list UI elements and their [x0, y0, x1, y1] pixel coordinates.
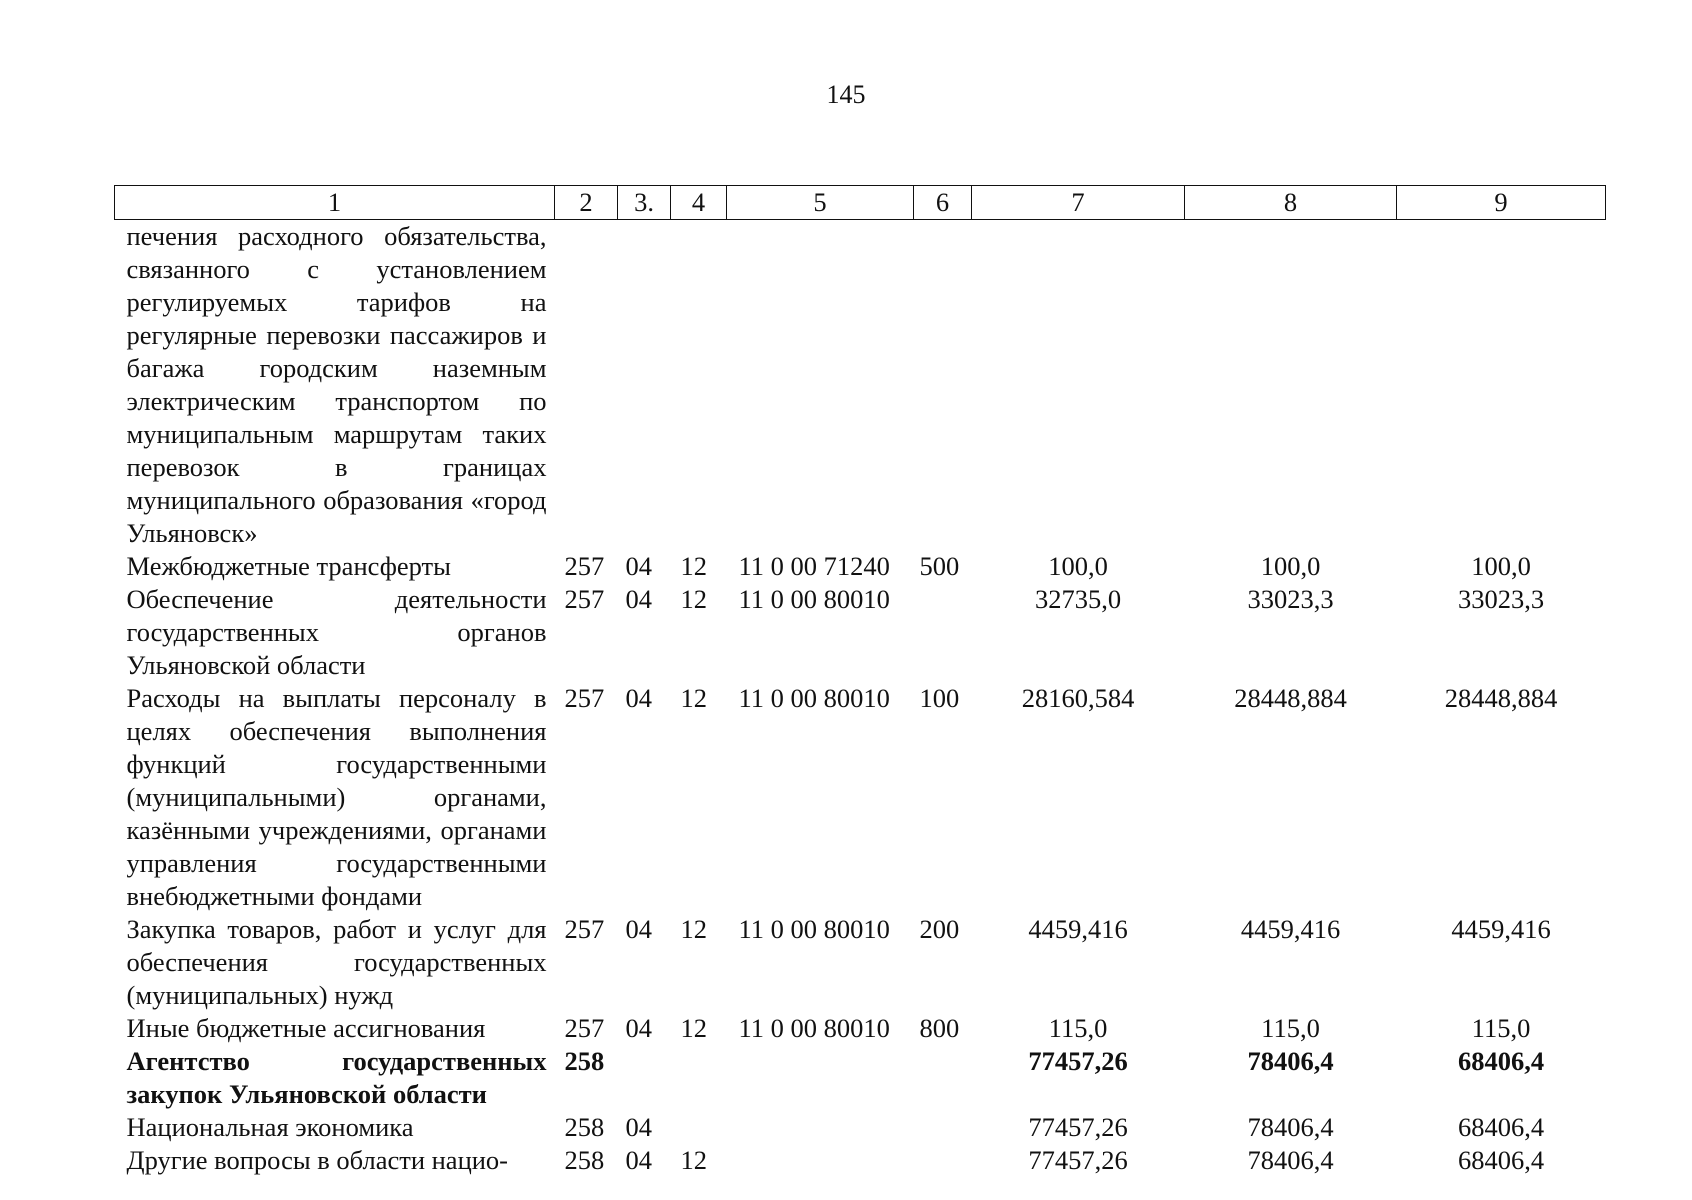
row-name-cell: Национальная экономика: [126, 1112, 414, 1142]
header-cell-1: 1: [115, 186, 555, 220]
row-cell-2: [555, 220, 618, 551]
row-cell-2: 257: [564, 1013, 605, 1043]
row-cell-4: [671, 1111, 727, 1144]
row-cell-9: 68406,4: [1457, 1145, 1545, 1175]
header-cell-7: 7: [972, 186, 1185, 220]
row-name-cell: Иные бюджетные ассигнования: [126, 1013, 486, 1043]
table-row: [115, 583, 1606, 682]
page-number: 145: [826, 80, 866, 109]
row-cell-8: 78406,4: [1247, 1145, 1334, 1175]
row-cell-3: 04: [625, 1013, 652, 1043]
row-name-cell: Агентство государственных закупок Ульяновской области: [126, 1046, 547, 1109]
row-cell-2: 257: [564, 683, 605, 713]
row-name-cell: печения расходного обязательства, связанного с установлением регулируемых тарифов на регулярные перевозки пассажиров и багажа городским наземным электрическим транспортом по муниципальным маршрутам таких перевозок в границах муниципального образования «город Ульяновск»: [126, 221, 547, 548]
row-cell-7: 32735,0: [1034, 584, 1122, 614]
row-cell-9: 68406,4: [1457, 1112, 1545, 1142]
row-cell-6: [914, 220, 972, 551]
row-cell-8: 100,0: [1260, 551, 1321, 581]
row-cell-7: 115,0: [1048, 1013, 1108, 1043]
row-cell-8: 4459,416: [1240, 914, 1341, 944]
row-cell-6: 500: [919, 551, 960, 581]
row-cell-2: 258: [564, 1145, 605, 1175]
table-row: [115, 1111, 1606, 1144]
row-cell-3: [618, 1045, 671, 1111]
row-cell-5: [727, 1045, 914, 1111]
header-cell-4: 4: [671, 186, 727, 220]
row-cell-6: 200: [919, 914, 960, 944]
row-cell-2: 257: [564, 551, 605, 581]
row-cell-9: 100,0: [1471, 551, 1531, 581]
row-cell-3: 04: [625, 1145, 652, 1175]
table-row: [115, 913, 1606, 1012]
table-body: [115, 220, 1606, 1178]
row-cell-2: 258: [564, 1112, 605, 1142]
row-cell-3: 04: [625, 584, 652, 614]
header-row: [115, 186, 1606, 220]
table-row: [115, 682, 1606, 913]
header-cell-9: 9: [1397, 186, 1606, 220]
row-cell-5: 11 0 00 80010: [738, 584, 890, 614]
row-cell-2: 257: [564, 584, 605, 614]
row-cell-5: [727, 220, 914, 551]
row-cell-7: [972, 220, 1185, 551]
table-row: [115, 1045, 1606, 1111]
header-cell-6: 6: [914, 186, 972, 220]
row-cell-5: 11 0 00 71240: [738, 551, 890, 581]
row-cell-9: 4459,416: [1451, 914, 1551, 944]
row-cell-2: 258: [564, 1046, 605, 1076]
header-cell-3: 3.: [618, 186, 671, 220]
row-name-cell: Межбюджетные трансферты: [126, 551, 451, 581]
row-cell-7: 77457,26: [1028, 1112, 1128, 1142]
row-cell-7: 77457,26: [1028, 1145, 1128, 1175]
row-cell-3: [618, 220, 671, 551]
row-cell-6: 800: [919, 1013, 960, 1043]
row-cell-4: [671, 1045, 727, 1111]
table-row: [115, 1144, 1606, 1177]
row-cell-6: 100: [919, 683, 960, 713]
budget-table: [114, 185, 1606, 1177]
row-cell-6: [914, 1045, 972, 1111]
row-cell-7: 100,0: [1048, 551, 1108, 581]
row-cell-8: 33023,3: [1247, 584, 1334, 614]
row-cell-4: 12: [680, 584, 707, 614]
row-cell-5: [727, 1144, 914, 1177]
row-cell-7: 77457,26: [1028, 1046, 1128, 1076]
row-cell-5: 11 0 00 80010: [738, 1013, 890, 1043]
row-cell-8: 115,0: [1261, 1013, 1320, 1043]
row-name-cell: Другие вопросы в области нацио-: [126, 1145, 509, 1175]
row-cell-5: 11 0 00 80010: [738, 914, 890, 944]
row-cell-9: 33023,3: [1457, 584, 1545, 614]
row-cell-3: 04: [625, 914, 652, 944]
row-cell-5: [727, 1111, 914, 1144]
row-cell-7: 4459,416: [1028, 914, 1128, 944]
row-cell-4: [671, 220, 727, 551]
row-cell-7: 28160,584: [1021, 683, 1135, 713]
row-cell-4: 12: [680, 914, 707, 944]
row-cell-5: 11 0 00 80010: [738, 683, 890, 713]
row-name-cell: Расходы на выплаты персоналу в целях обеспечения выполнения функций государственными (муниципальными) органами, казёнными учреждениями, органами управления государственными внебюджетными фондами: [126, 683, 547, 911]
row-name-cell: Обеспечение деятельности государственных органов Ульяновской области: [126, 584, 547, 680]
row-cell-6: [914, 1111, 972, 1144]
row-cell-9: 115,0: [1471, 1013, 1531, 1043]
row-cell-4: 12: [680, 1013, 707, 1043]
row-cell-3: 04: [625, 1112, 652, 1142]
table-row: [115, 1012, 1606, 1045]
header-cell-8: 8: [1185, 186, 1397, 220]
row-cell-8: 78406,4: [1247, 1046, 1334, 1076]
header-cell-5: 5: [727, 186, 914, 220]
row-cell-6: [914, 583, 972, 682]
row-cell-4: 12: [680, 683, 707, 713]
row-cell-8: 28448,884: [1234, 683, 1347, 713]
table-row: [115, 550, 1606, 583]
row-cell-3: 04: [625, 683, 652, 713]
table-row: [115, 220, 1606, 551]
row-cell-9: 28448,884: [1444, 683, 1558, 713]
row-cell-9: [1397, 220, 1606, 551]
row-name-cell: Закупка товаров, работ и услуг для обеспечения государственных (муниципальных) нужд: [126, 914, 547, 1010]
row-cell-9: 68406,4: [1457, 1046, 1545, 1076]
row-cell-8: 78406,4: [1247, 1112, 1334, 1142]
row-cell-3: 04: [625, 551, 652, 581]
row-cell-2: 257: [564, 914, 605, 944]
row-cell-4: 12: [680, 551, 707, 581]
row-cell-8: [1185, 220, 1397, 551]
header-cell-2: 2: [555, 186, 618, 220]
row-cell-4: 12: [680, 1145, 707, 1175]
row-cell-6: [914, 1144, 972, 1177]
